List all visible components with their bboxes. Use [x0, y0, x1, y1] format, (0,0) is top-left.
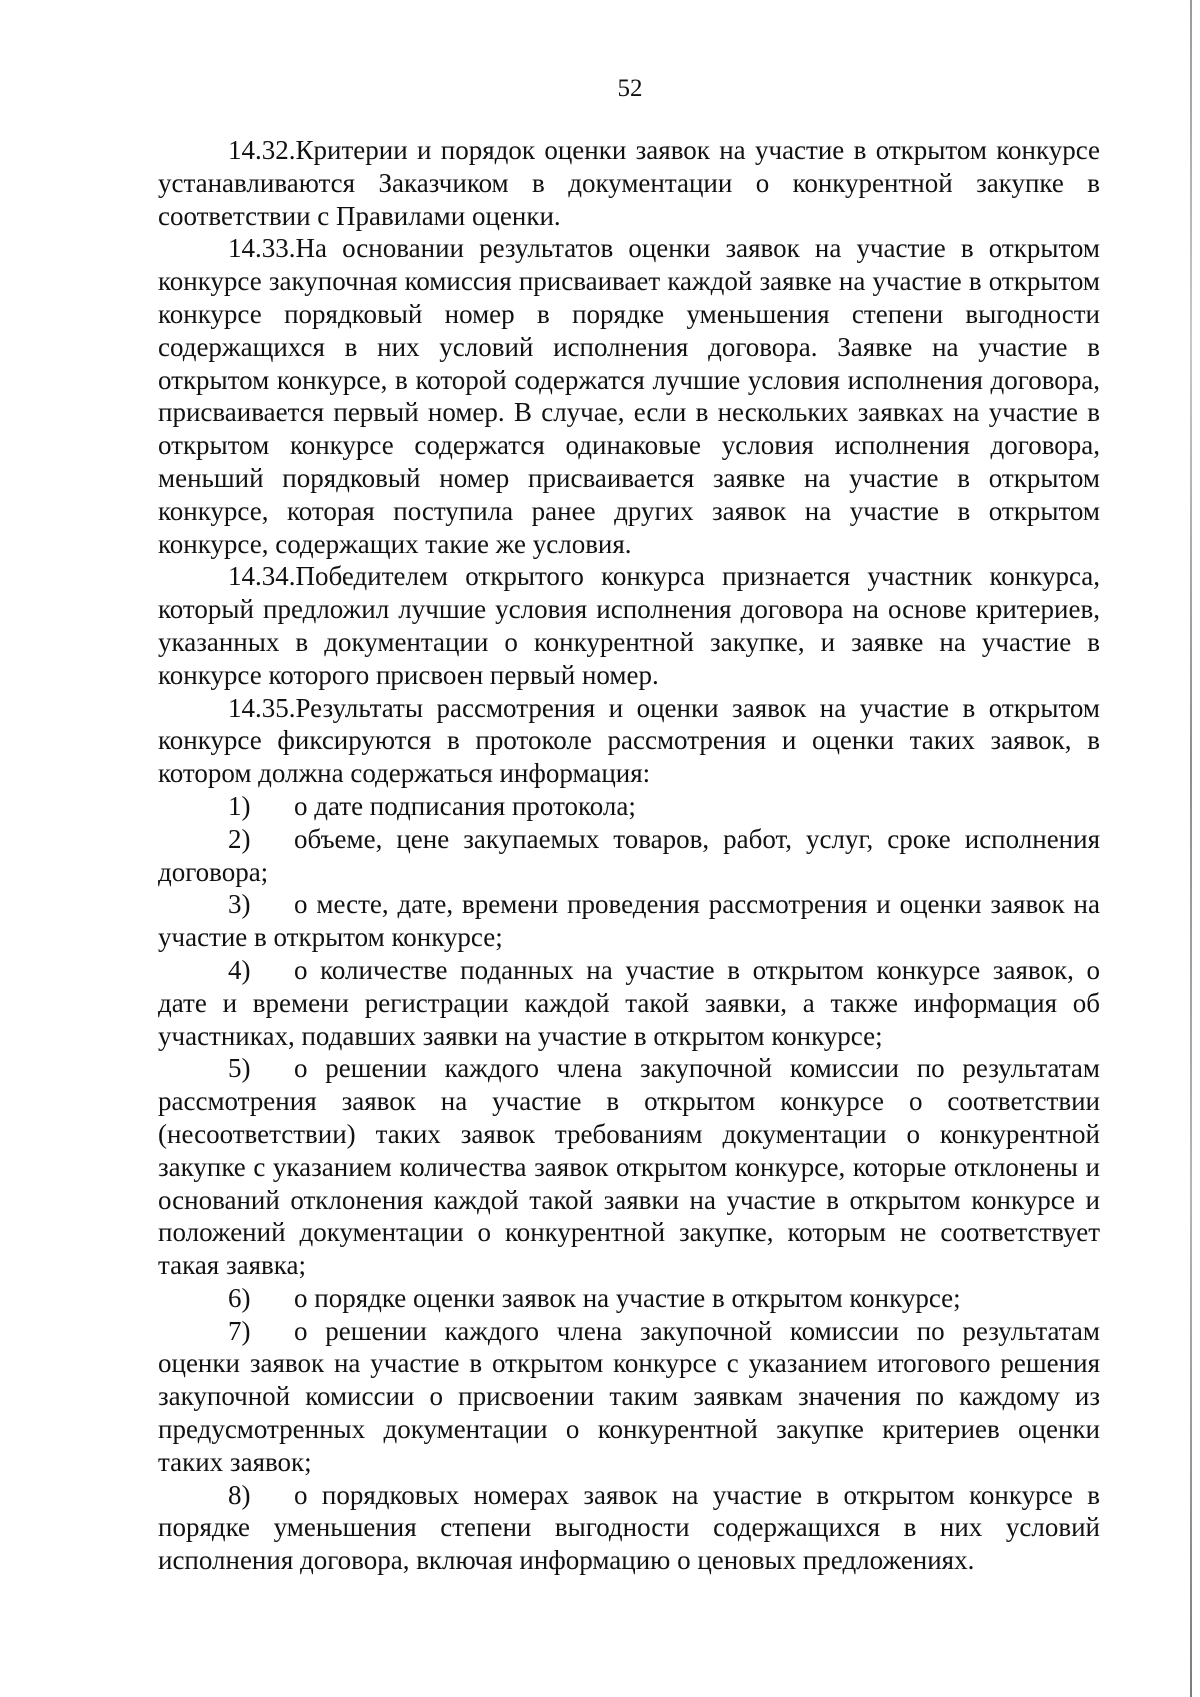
list-item — [158, 823, 1100, 889]
list-item-number: 2) — [228, 823, 251, 854]
list-item — [158, 1052, 1100, 1282]
list-item-number: 6) — [228, 1282, 251, 1313]
list-item-number: 5) — [228, 1053, 251, 1084]
list-item-text: о дате подписания протокола; — [294, 790, 636, 821]
list-item — [158, 1479, 1100, 1577]
list-item-text: объеме, цене закупаемых товаров, работ, услуг, сроке исполнения договора; — [158, 823, 1100, 887]
list-item-number: 8) — [228, 1479, 251, 1510]
list-item — [158, 888, 1100, 954]
list-item-text: о порядке оценки заявок на участие в открытом конкурсе; — [294, 1282, 961, 1313]
list-item-text: о решении каждого члена закупочной комиссии по результатам оценки заявок на участие в открытом конкурсе с указанием итогового решения закупочной комиссии о присвоении таким заявкам значения по каждому из предусмотренных документации о конкурентной закупке критериев оценки таких заявок; — [158, 1315, 1100, 1477]
paragraph-14-34: 14.34.Победителем открытого конкурса признается участник конкурса, который предложил лучшие условия исполнения договора на основе критериев, указанных в документации о конкурентной закупке, и заявке на участие в конкурсе которого присвоен первый номер. — [158, 561, 1100, 690]
document-body — [158, 134, 1100, 1577]
paragraph-14-35: 14.35.Результаты рассмотрения и оценки заявок на участие в открытом конкурсе фиксируются в протоколе рассмотрения и оценки таких заявок, в котором должна содержаться информация: — [158, 692, 1100, 789]
list-item — [158, 1282, 1100, 1315]
list-item — [158, 1315, 1100, 1479]
list-item-number: 7) — [228, 1315, 251, 1346]
list-item-text: о месте, дате, времени проведения рассмотрения и оценки заявок на участие в открытом конкурсе; — [158, 889, 1100, 953]
list-item-number: 4) — [228, 954, 251, 985]
list-item-number: 3) — [228, 889, 251, 920]
list-item-text: о количестве поданных на участие в открытом конкурсе заявок, о дате и времени регистрации каждой такой заявки, а также информация об участниках, подавших заявки на участие в открытом конкурсе; — [158, 954, 1100, 1051]
list-item-number: 1) — [228, 790, 251, 821]
list-item — [158, 790, 1100, 823]
page-number: 52 — [617, 75, 643, 102]
list-item-text: о решении каждого члена закупочной комиссии по результатам рассмотрения заявок на участие в открытом конкурсе о соответствии (несоответствии) таких заявок требованиям документации о конкурентной закупке с указанием количества заявок открытом конкурсе, которые отклонены и оснований отклонения каждой такой заявки на участие в открытом конкурсе и положений документации о конкурентной закупке, которым не соответствует такая заявка; — [158, 1053, 1100, 1281]
paragraph-14-32: 14.32.Критерии и порядок оценки заявок на участие в открытом конкурсе устанавливаются Заказчиком в документации о конкурентной закупке в соответствии с Правилами оценки. — [158, 135, 1100, 231]
scan-edge-line — [1190, 0, 1192, 1697]
list-item-text: о порядковых номерах заявок на участие в открытом конкурсе в порядке уменьшения степени выгодности содержащихся в них условий исполнения договора, включая информацию о ценовых предложениях. — [158, 1479, 1100, 1576]
list-item — [158, 954, 1100, 1052]
paragraph-14-33: 14.33.На основании результатов оценки заявок на участие в открытом конкурсе закупочная комиссия присваивает каждой заявке на участие в открытом конкурсе порядковый номер в порядке уменьшения степени выгодности содержащихся в них условий исполнения договора. Заявке на участие в открытом конкурсе, в которой содержатся лучшие условия исполнения договора, присваивается первый номер. В случае, если в нескольких заявках на участие в открытом конкурсе содержатся одинаковые условия исполнения договора, меньший порядковый номер присваивается заявке на участие в открытом конкурсе, которая поступила ранее других заявок на участие в открытом конкурсе, содержащих такие же условия. — [158, 233, 1100, 559]
